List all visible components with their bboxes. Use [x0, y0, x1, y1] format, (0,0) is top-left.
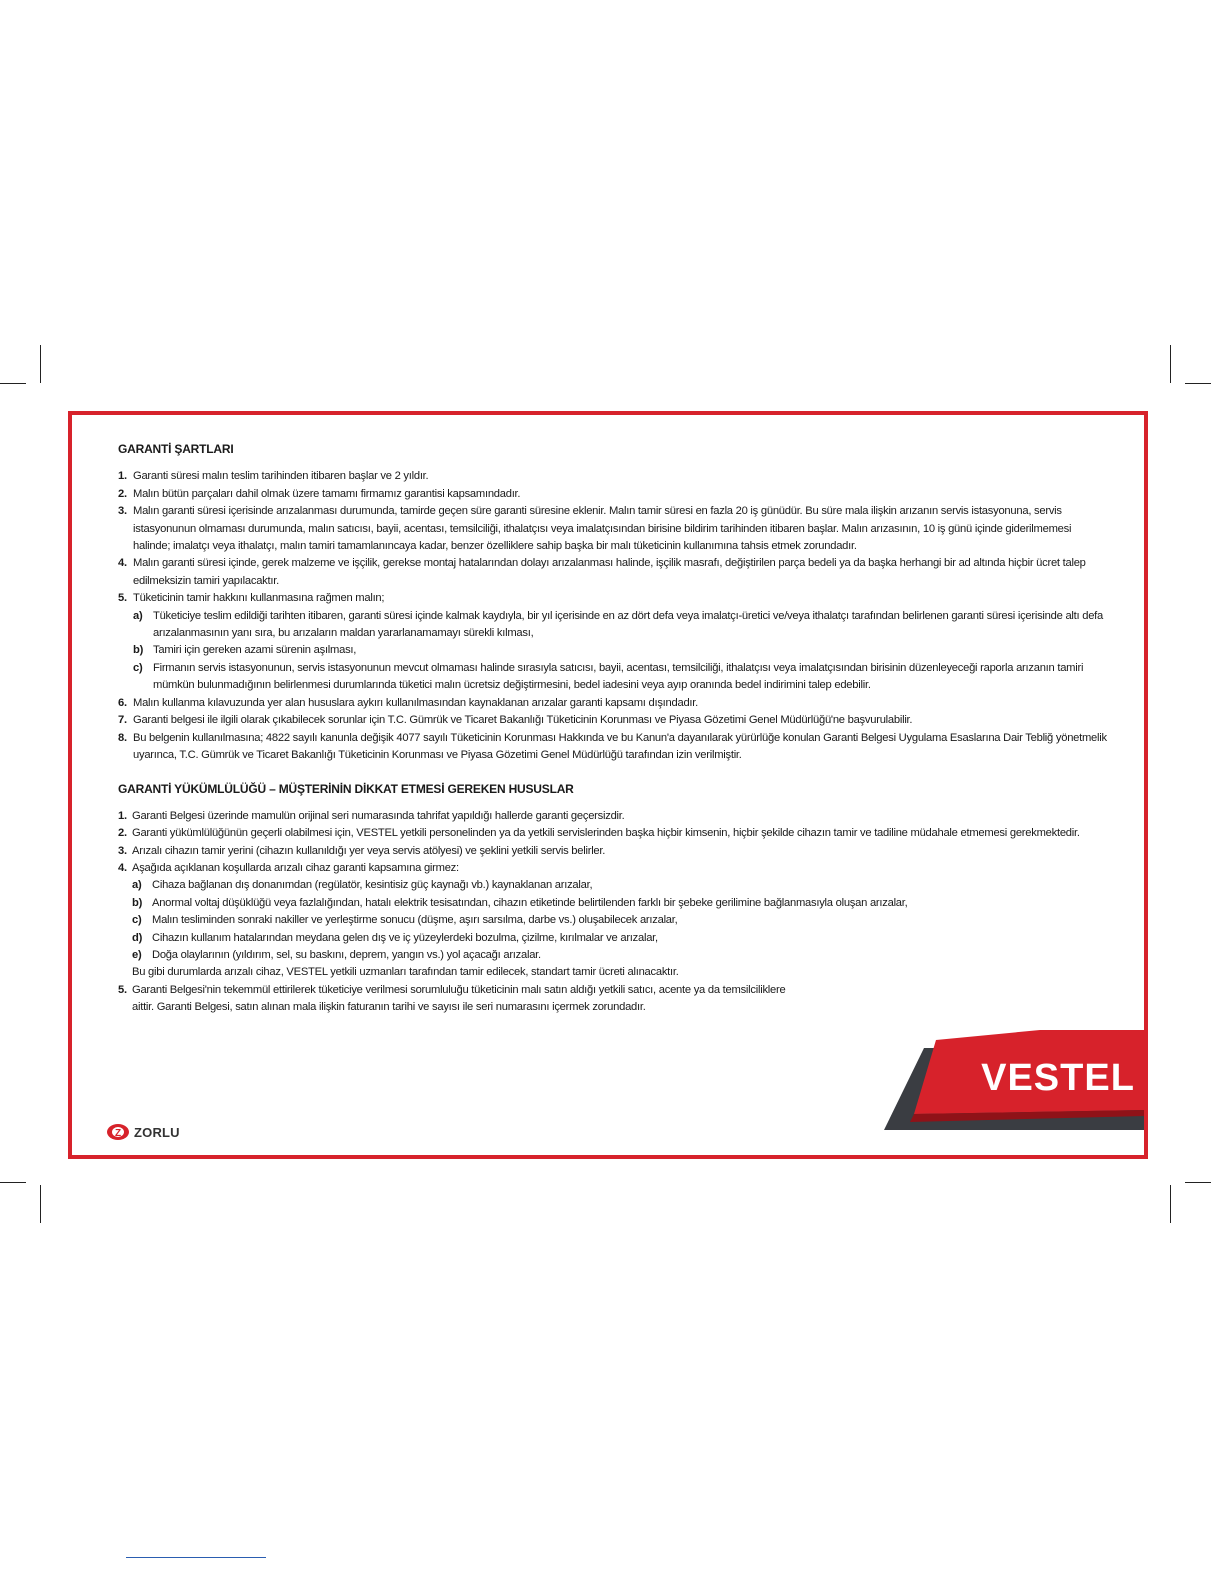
crop-mark-bottom-right-horizontal: [1185, 1182, 1211, 1183]
crop-mark-top-right-vertical: [1170, 345, 1171, 383]
sub-item-text: Malın tesliminden sonraki nakiller ve yerleştirme sonucu (düşme, aşırı sarsılma, darbe vs.) oluşabilecek arızalar,: [152, 914, 678, 927]
sub-item-letter: b): [132, 896, 143, 909]
sub-list-item: [132, 895, 1108, 912]
sub-list-item: [132, 930, 1108, 947]
item-text: Malın bütün parçaları dahil olmak üzere tamamı firmamız garantisi kapsamındadır.: [133, 487, 521, 500]
list-item: [118, 808, 1108, 825]
zorlu-mark-letter: Z: [114, 1128, 122, 1139]
list-item: [118, 712, 1108, 729]
vestel-wordmark: VESTEL: [981, 1057, 1135, 1099]
sub-list-item: [133, 660, 1108, 695]
item-text: Aşağıda açıklanan koşullarda arızalı cihaz garanti kapsamına girmez:: [132, 861, 459, 874]
sub-item-letter: b): [133, 644, 144, 657]
item-text: Arızalı cihazın tamir yerini (cihazın kullanıldığı yer veya servis atölyesi) ve şeklini yetkili servis belirler.: [132, 844, 606, 857]
sub-item-letter: d): [132, 931, 143, 944]
list-item: [118, 590, 1108, 694]
vestel-logo: [884, 1030, 1144, 1135]
list-item: [118, 503, 1108, 555]
sub-list-note: Bu gibi durumlarda arızalı cihaz, VESTEL yetkili uzmanları tarafından tamir edilecek, standart tamir ücreti alınacaktır.: [132, 966, 679, 979]
sub-item-letter: a): [132, 879, 142, 892]
item-text: Garanti yükümlülüğünün geçerli olabilmesi için, VESTEL yetkili personelinden ya da yetkili servislerinden başka hiçbir kimsenin, hiçbir şekilde cihazın tamir ve tadiline müdahale etmemesi gerekmektedir.: [132, 827, 1080, 840]
warranty-obligation-list: [118, 808, 1108, 1017]
sub-item-text: Tamiri için gereken azami sürenin aşılması,: [153, 644, 357, 657]
item-text: Tüketicinin tamir hakkını kullanmasına rağmen malın;: [133, 592, 385, 605]
warranty-terms-list: [118, 468, 1108, 764]
item-number: 8.: [118, 731, 127, 744]
crop-mark-bottom-left-horizontal: [0, 1182, 26, 1183]
zorlu-wordmark: ZORLU: [134, 1124, 180, 1140]
item-number: 4.: [118, 557, 127, 570]
crop-mark-top-left-vertical: [40, 345, 41, 383]
sub-item-text: Anormal voltaj düşüklüğü veya fazlalığından, hatalı elektrik tesisatından, cihazın etiketinde belirtilenden farklı bir şebeke gerilimine bağlanmasıyla oluşan arızalar,: [152, 896, 908, 909]
warranty-text: [118, 441, 1108, 1017]
item-text: Malın kullanma kılavuzunda yer alan hususlara aykırı kullanılmasından kaynaklanan arızalar garanti kapsamı dışındadır.: [133, 696, 698, 709]
section-title-warranty-terms: GARANTİ ŞARTLARI: [118, 442, 234, 456]
list-item: [118, 860, 1108, 982]
item-text: Bu belgenin kullanılmasına; 4822 sayılı kanunla değişik 4077 sayılı Tüketicinin Korunması Hakkında ve bu Kanun'a dayanılarak yürürlüğe konulan Garanti Belgesi Uygulama Esaslarına Dair Tebliğ yönetmelik uyarınca, T.C. Gümrük ve Ticaret Bakanlığı Tüketicinin Korunması ve Piyasa Gözetimi Genel Müdürlüğü tarafından izin verilmiştir.: [133, 731, 1107, 761]
sub-list-item: [132, 947, 1108, 964]
zorlu-mark-icon: [106, 1123, 130, 1141]
sub-item-text: Firmanın servis istasyonunun, servis istasyonunun mevcut olmaması halinde sırasıyla satıcısı, bayii, acentası, temsilciliği, ithalatçısı veya imalatçısından birisinin düzenleyeceği raporla arızanın tamiri mümkün bulunmadığının belirlenmesi durumlarında tüketici malın ücretsiz değiştirmesini, bedel iadesini veya ayıp oranında bedel indirimini talep edebilir.: [153, 661, 1084, 692]
crop-mark-bottom-right-vertical: [1170, 1185, 1171, 1223]
section-title-warranty-obligation: GARANTİ YÜKÜMLÜLÜĞÜ – MÜŞTERİNİN DİKKAT ETMESİ GEREKEN HUSUSLAR: [118, 782, 574, 797]
sub-item-text: Doğa olaylarının (yıldırım, sel, su baskını, deprem, yangın vs.) yol açacağı arızalar.: [152, 948, 541, 961]
sub-list-item: [132, 912, 1108, 929]
vestel-logo-graphic: [884, 1030, 1144, 1135]
sub-item-text: Tüketiciye teslim edildiği tarihten itibaren, garanti süresi içinde kalmak kaydıyla, bir yıl içerisinde en az dört defa veya imalatçı-üretici ve/veya ithalatçı tarafından belirlenen garanti süresi içerisinde altı defa arızalanmasının yanı sıra, bu arızaların maldan yararlanamamayı sürekli kılması,: [153, 609, 1104, 640]
item-text: Malın garanti süresi içinde, gerek malzeme ve işçilik, gerekse montaj hatalarından dolayı arızalanması halinde, işçilik masrafı, değiştirilen parça bedeli ya da başka herhangi bir ad altında hiçbir ücret talep edilmeksizin tamiri yapılacaktır.: [133, 557, 1086, 587]
item-number: 1.: [118, 809, 127, 822]
list-item: [118, 982, 1108, 1017]
list-item: [118, 825, 1108, 842]
item-text: Garanti Belgesi'nin tekemmül ettirilerek tüketiciye verilmesi sorumluluğu tüketicinin malı satın aldığı yetkili satıcı, acente ya da temsilciliklere aittir. Garanti Belgesi, satın alınan mala ilişkin faturanın tarihi ve sayısı ile seri numarasını içermek zorundadır.: [132, 983, 786, 1014]
sub-list-item: [132, 877, 1108, 894]
item-number: 4.: [118, 861, 127, 874]
sub-item-text: Cihazın kullanım hatalarından meydana gelen dış ve iç yüzeylerdeki bozulma, çizilme, kırılmalar ve arızalar,: [152, 931, 658, 944]
list-item: [118, 468, 1108, 485]
list-item: [118, 730, 1108, 765]
item-number: 1.: [118, 470, 127, 483]
item-number: 5.: [118, 983, 127, 996]
sub-item-letter: a): [133, 609, 143, 622]
sub-list: [132, 877, 1108, 964]
crop-mark-bottom-left-vertical: [40, 1185, 41, 1223]
warranty-card: [68, 411, 1148, 1159]
list-item: [118, 695, 1108, 712]
item-number: 7.: [118, 714, 127, 727]
item-number: 6.: [118, 696, 127, 709]
sub-list-item: [133, 608, 1108, 643]
sub-item-letter: e): [132, 948, 142, 961]
crop-mark-top-right-horizontal: [1185, 383, 1211, 384]
item-number: 2.: [118, 487, 127, 500]
item-text: Garanti belgesi ile ilgili olarak çıkabilecek sorunlar için T.C. Gümrük ve Ticaret Bakanlığı Tüketicinin Korunması ve Piyasa Gözetimi Genel Müdürlüğü'ne başvurulabilir.: [133, 714, 913, 727]
sub-item-letter: c): [133, 661, 143, 674]
list-item: [118, 555, 1108, 590]
item-text: Garanti Belgesi üzerinde mamulün orijinal seri numarasında tahrifat yapıldığı hallerde garanti geçersizdir.: [132, 809, 625, 822]
item-text: Malın garanti süresi içerisinde arızalanması durumunda, tamirde geçen süre garanti süresine eklenir. Malın tamir süresi en fazla 20 iş günüdür. Bu süre mala ilişkin arızanın servis istasyonuna, servis istasyonunun olmaması durumunda, malın satıcısı, bayii, acentası, temsilciliği, ithalatçısı veya imalatçısından birisine bildirim tarihinden itibaren başlar. Malın arızasının, 10 iş günü içinde giderilmemesi halinde; imalatçı veya ithalatçı, malın tamiri tamamlanıncaya kadar, benzer özelliklere sahip başka bir malı tüketicinin kullanımına tahsis etmek zorundadır.: [133, 505, 1072, 553]
sub-list-item: [133, 642, 1108, 659]
item-number: 2.: [118, 827, 127, 840]
zorlu-logo: [106, 1123, 180, 1141]
crop-mark-top-left-horizontal: [0, 383, 26, 384]
sub-list: [133, 608, 1108, 695]
item-number: 5.: [118, 592, 127, 605]
list-item: [118, 486, 1108, 503]
bottom-rule: [126, 1557, 266, 1558]
item-text: Garanti süresi malın teslim tarihinden itibaren başlar ve 2 yıldır.: [133, 470, 429, 483]
list-item: [118, 843, 1108, 860]
sub-item-text: Cihaza bağlanan dış donanımdan (regülatör, kesintisiz güç kaynağı vb.) kaynaklanan arızalar,: [152, 879, 593, 892]
item-number: 3.: [118, 505, 127, 518]
item-number: 3.: [118, 844, 127, 857]
sub-item-letter: c): [132, 914, 142, 927]
